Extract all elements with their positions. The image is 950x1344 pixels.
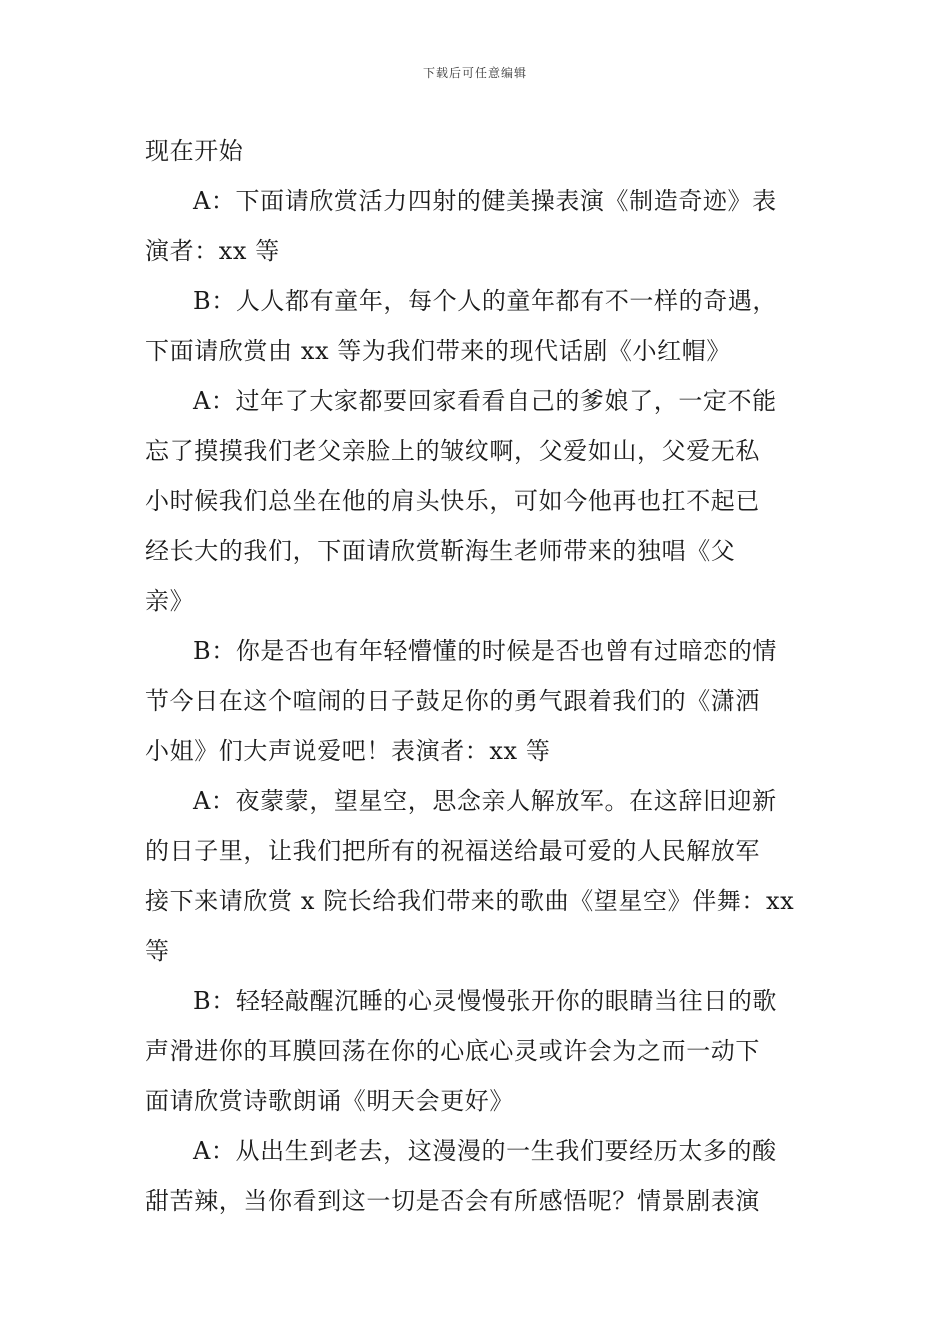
text-line: 经长大的我们，下面请欣赏靳海生老师带来的独唱《父 xyxy=(145,537,736,565)
text-line: 小时候我们总坐在他的肩头快乐，可如今他再也扛不起已 xyxy=(145,487,760,515)
text-line: A：夜蒙蒙，望星空，思念亲人解放军。在这辞旧迎新 xyxy=(193,787,777,815)
text-line: A：下面请欣赏活力四射的健美操表演《制造奇迹》表 xyxy=(193,187,777,215)
text-line: 等 xyxy=(145,937,170,965)
text-line: 小姐》们大声说爱吧！表演者：xx 等 xyxy=(145,737,551,765)
text-line: 忘了摸摸我们老父亲脸上的皱纹啊，父爱如山，父爱无私 xyxy=(145,437,760,465)
document-body xyxy=(145,126,810,1226)
text-line: 现在开始 xyxy=(145,137,244,165)
text-line: 演者：xx 等 xyxy=(145,237,280,265)
page-header-note: 下载后可任意编辑 xyxy=(422,66,527,80)
text-line: 下面请欣赏由 xx 等为我们带来的现代话剧《小红帽》 xyxy=(145,337,731,365)
text-line: 亲》 xyxy=(145,587,195,615)
text-line: 节今日在这个喧闹的日子鼓足你的勇气跟着我们的《潇洒 xyxy=(145,687,760,715)
text-line: 的日子里，让我们把所有的祝福送给最可爱的人民解放军 xyxy=(145,837,760,865)
text-line: A：过年了大家都要回家看看自己的爹娘了，一定不能 xyxy=(193,387,777,415)
text-line: 面请欣赏诗歌朗诵《明天会更好》 xyxy=(145,1087,514,1115)
text-line: 声滑进你的耳膜回荡在你的心底心灵或许会为之而一动下 xyxy=(145,1037,760,1065)
text-line: 甜苦辣，当你看到这一切是否会有所感悟呢？情景剧表演 xyxy=(145,1187,760,1215)
text-line: A：从出生到老去，这漫漫的一生我们要经历太多的酸 xyxy=(193,1137,777,1165)
text-line: B：轻轻敲醒沉睡的心灵慢慢张开你的眼睛当往日的歌 xyxy=(193,987,778,1015)
text-line: B：你是否也有年轻懵懂的时候是否也曾有过暗恋的情 xyxy=(193,637,778,665)
text-line: B：人人都有童年，每个人的童年都有不一样的奇遇， xyxy=(193,287,778,315)
text-line: 接下来请欣赏 x 院长给我们带来的歌曲《望星空》伴舞：xx xyxy=(145,887,795,915)
